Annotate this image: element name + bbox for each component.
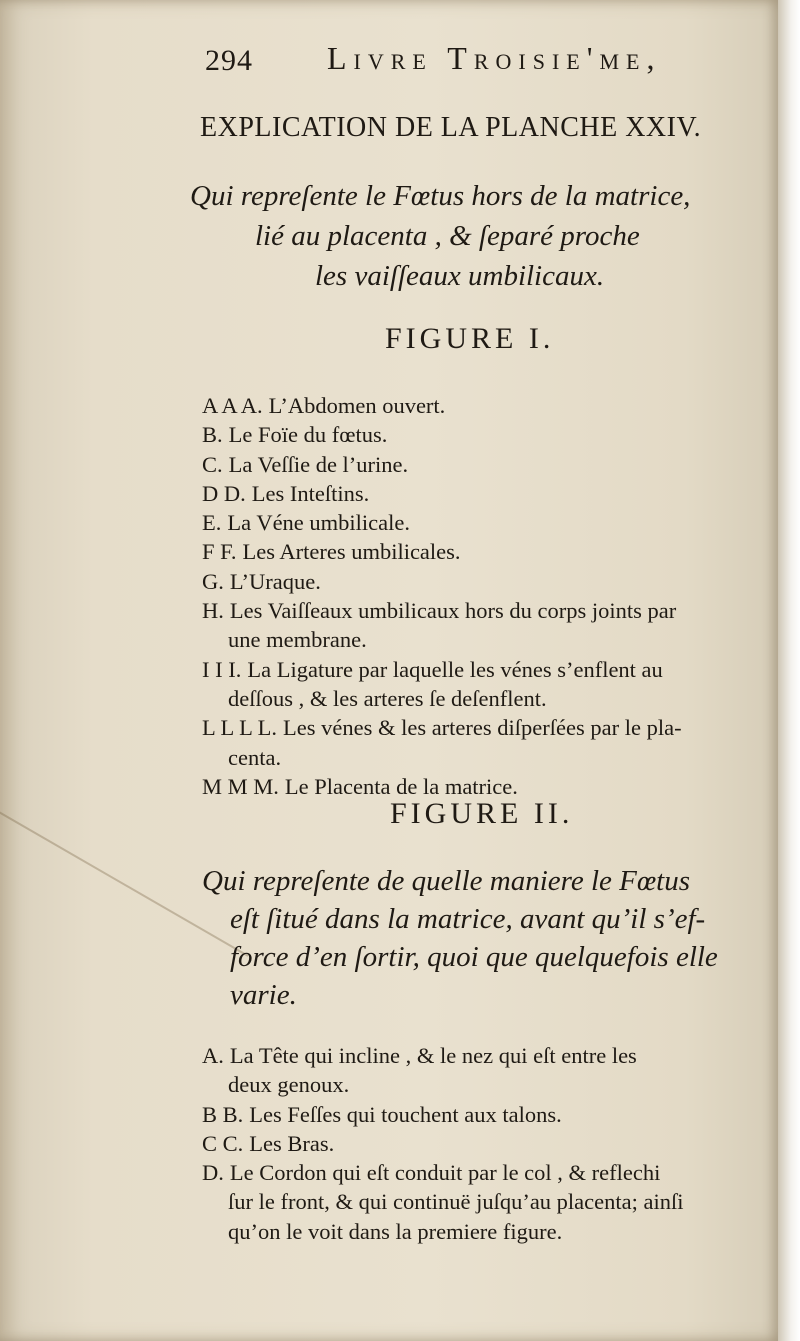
legend-key: L L L L. (202, 715, 277, 741)
figure2-caption (202, 862, 782, 1014)
legend-item (202, 450, 772, 479)
legend-text: La Véne umbilicale. (227, 510, 411, 536)
figure1-caption (180, 176, 770, 296)
legend-key: B B. (202, 1101, 244, 1127)
legend-key: M M M. (202, 773, 279, 799)
legend-text: Les Feſſes qui touchent aux talons. (249, 1101, 562, 1127)
legend-key: F F. (202, 539, 237, 565)
legend-text: Les Inteſtins. (251, 480, 370, 506)
caption-line: les vaiſſeaux umbilicaux. (315, 260, 605, 292)
legend-key: C. (202, 451, 223, 477)
legend-key: A A A. (202, 393, 263, 418)
caption-line: varie. (230, 979, 297, 1011)
figure2-legend (202, 1041, 772, 1246)
legend-key: C C. (202, 1130, 244, 1156)
page-edge (778, 0, 800, 1341)
legend-item (202, 655, 772, 684)
legend-text: L’Uraque. (229, 568, 321, 594)
legend-continuation: centa. (228, 744, 282, 770)
legend-continuation: ſur le front, & qui continuë juſqu’au placenta; ainſi (228, 1189, 684, 1215)
legend-item (202, 1129, 772, 1158)
legend-text: Les vénes & les arteres diſperſées par le pla- (282, 715, 682, 741)
legend-text: La Ligature par laquelle les vénes s’enflent au (247, 656, 663, 682)
caption-line: lié au placenta , & ſeparé proche (255, 220, 640, 252)
figure1-heading: FIGURE I. (385, 322, 555, 355)
running-head: Livre Troisie'me, (327, 40, 662, 76)
legend-continuation: deſſous , & les arteres ſe deſenflent. (228, 685, 547, 711)
legend-key: H. (202, 598, 224, 624)
legend-key: I I I. (202, 656, 242, 682)
caption-line: force d’en ſortir, quoi que quelquefois elle (230, 941, 718, 973)
legend-item (202, 1158, 772, 1187)
legend-text: La Tête qui incline , & le nez qui eſt entre les (229, 1043, 637, 1068)
legend-item (202, 391, 772, 420)
legend-item (202, 508, 772, 537)
legend-text: Les Arteres umbilicales. (242, 539, 461, 565)
caption-line: Qui repreſente le Fœtus hors de la matrice, (190, 180, 691, 212)
legend-text: Le Cordon qui eſt conduit par le col , & reflechi (229, 1160, 661, 1186)
legend-item (202, 1100, 772, 1129)
legend-key: B. (202, 422, 223, 448)
legend-item (202, 567, 772, 596)
plate-title: EXPLICATION DE LA PLANCHE XXIV. (200, 112, 702, 143)
figure2-heading: FIGURE II. (390, 797, 574, 830)
legend-key: D D. (202, 480, 246, 506)
legend-item (202, 596, 772, 625)
legend-text: Les Vaiſſeaux umbilicaux hors du corps joints par (229, 598, 677, 624)
legend-key: D. (202, 1160, 224, 1186)
legend-text: Le Placenta de la matrice. (284, 773, 518, 799)
legend-continuation: deux genoux. (228, 1072, 350, 1098)
caption-line: Qui repreſente de quelle maniere le Fœtus (202, 865, 691, 897)
legend-key: A. (202, 1043, 224, 1068)
legend-key: G. (202, 568, 224, 594)
legend-text: La Veſſie de l’urine. (228, 451, 409, 477)
legend-continuation: qu’on le voit dans la premiere figure. (228, 1218, 563, 1244)
legend-continuation: une membrane. (228, 627, 367, 653)
legend-item (202, 537, 772, 566)
caption-line: eſt ſitué dans la matrice, avant qu’il s’ef- (230, 903, 706, 935)
legend-text: L’Abdomen ouvert. (268, 393, 446, 418)
figure1-legend (202, 391, 772, 801)
legend-item (202, 420, 772, 449)
legend-item (202, 1041, 772, 1070)
legend-item (202, 713, 772, 742)
legend-text: Le Foïe du fœtus. (228, 422, 388, 448)
page-header (205, 38, 705, 88)
page-number: 294 (205, 44, 253, 77)
legend-text: Les Bras. (249, 1130, 335, 1156)
legend-key: E. (202, 510, 222, 536)
legend-item (202, 479, 772, 508)
